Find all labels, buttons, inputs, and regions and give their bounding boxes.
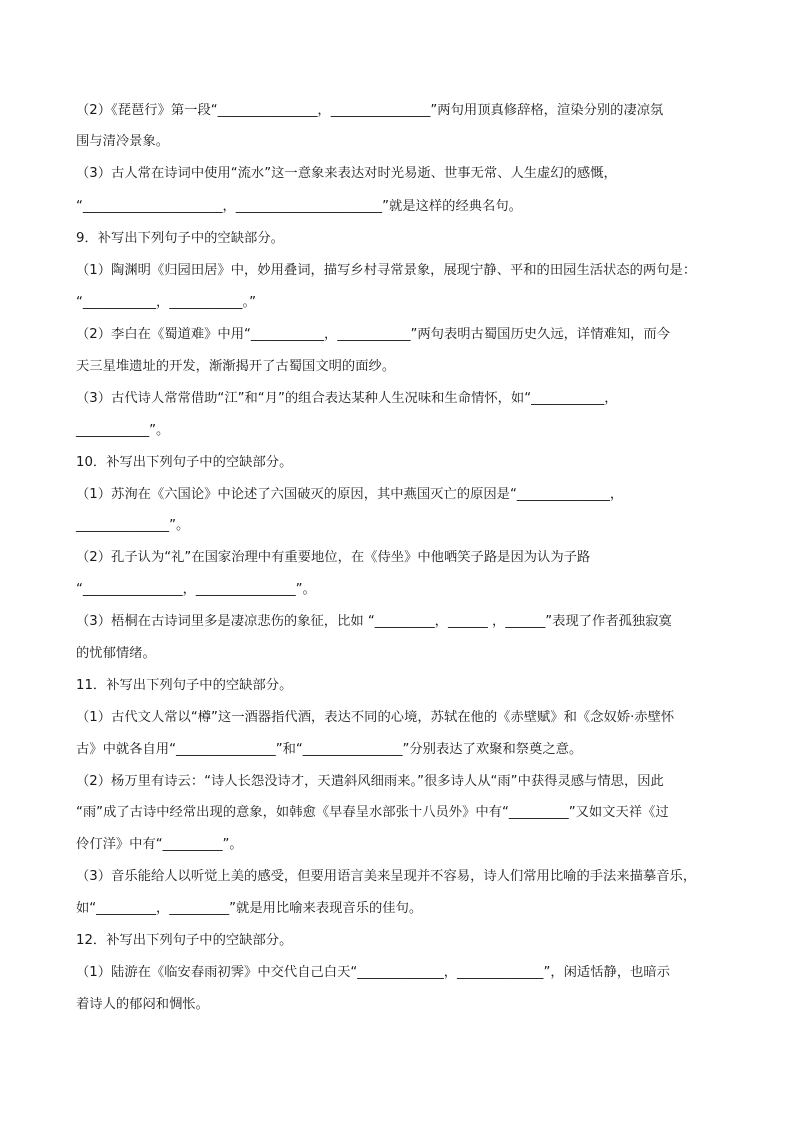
text-line: （1）陆游在《临安春雨初霁》中交代自己白天“_____________，_____________”，闲适恬静，也暗示: [76, 965, 671, 980]
text-line: “_____________________，______________________”就是这样的经典名句。: [76, 199, 522, 214]
text-line: 的忧郁情绪。: [76, 646, 156, 661]
text-line: （2）杨万里有诗云：“诗人长怨没诗才，天遣斜风细雨来。”很多诗人从“雨”中获得灵感与情思，因此: [76, 774, 664, 789]
text-line: （1）苏洵在《六国论》中论述了六国破灭的原因，其中燕国灭亡的原因是“______________，: [76, 487, 624, 502]
text-line: 天三星堆遗址的开发，渐渐揭开了古蜀国文明的面纱。: [76, 359, 396, 374]
text-line: （2）孔子认为“礼”在国家治理中有重要地位，在《侍坐》中他哂笑子路是因为认为子路: [76, 550, 591, 565]
text-line: 围与清冷景象。: [76, 134, 170, 149]
text-line: 古》中就各自用“_______________”和“_______________”分别表达了欢聚和祭奠之意。: [76, 742, 583, 757]
text-line: “___________，___________。”: [76, 295, 256, 310]
text-line: （1）陶渊明《归园田居》中，妙用叠词，描写乡村寻常景象，展现宁静、平和的田园生活状态的两句是：: [76, 263, 697, 278]
text-line: “_______________，_______________”。: [76, 582, 316, 597]
text-line: （2）李白在《蜀道难》中用“___________，___________”两句表明古蜀国历史久远，详情难知，而今: [76, 327, 671, 342]
text-line: （3）梧桐在古诗词里多是凄凉悲伤的象征，比如 “_________，______ ，______”表现了作者孤独寂寞: [76, 614, 672, 629]
question-heading: 11．补写出下列句子中的空缺部分。: [76, 678, 293, 693]
question-heading: 12．补写出下列句子中的空缺部分。: [76, 933, 293, 948]
text-line: “雨”成了古诗中经常出现的意象，如韩愈《早春呈水部张十八员外》中有“_________”又如文天祥《过: [76, 805, 669, 820]
text-line: （3）音乐能给人以听觉上美的感受，但要用语言美来呈现并不容易，诗人们常用比喻的手法来描摹音乐，: [76, 869, 697, 884]
text-line: 如“_________，_________”就是用比喻来表现音乐的佳句。: [76, 901, 423, 916]
question-heading: 10．补写出下列句子中的空缺部分。: [76, 455, 293, 470]
text-line: （3）古代诗人常常借助“江”和“月”的组合表达某种人生况味和生命情怀，如“___________，: [76, 391, 618, 406]
text-line: ______________”。: [76, 518, 190, 533]
question-heading: 9．补写出下列句子中的空缺部分。: [76, 231, 284, 246]
text-line: （2）《琵琶行》第一段“_______________，_______________”两句用顶真修辞格，渲染分别的凄凉氛: [76, 103, 664, 118]
text-line: 伶仃洋》中有“_________”。: [76, 837, 243, 852]
text-line: （3）古人常在诗词中使用“流水”这一意象来表达对时光易逝、世事无常、人生虚幻的感慨，: [76, 166, 617, 181]
text-line: 着诗人的郁闷和惆怅。: [76, 997, 209, 1012]
text-line: （1）古代文人常以“樽”这一酒器指代酒，表达不同的心境，苏轼在他的《赤壁赋》和《念奴娇·赤壁怀: [76, 710, 675, 725]
text-line: ___________”。: [76, 423, 170, 438]
